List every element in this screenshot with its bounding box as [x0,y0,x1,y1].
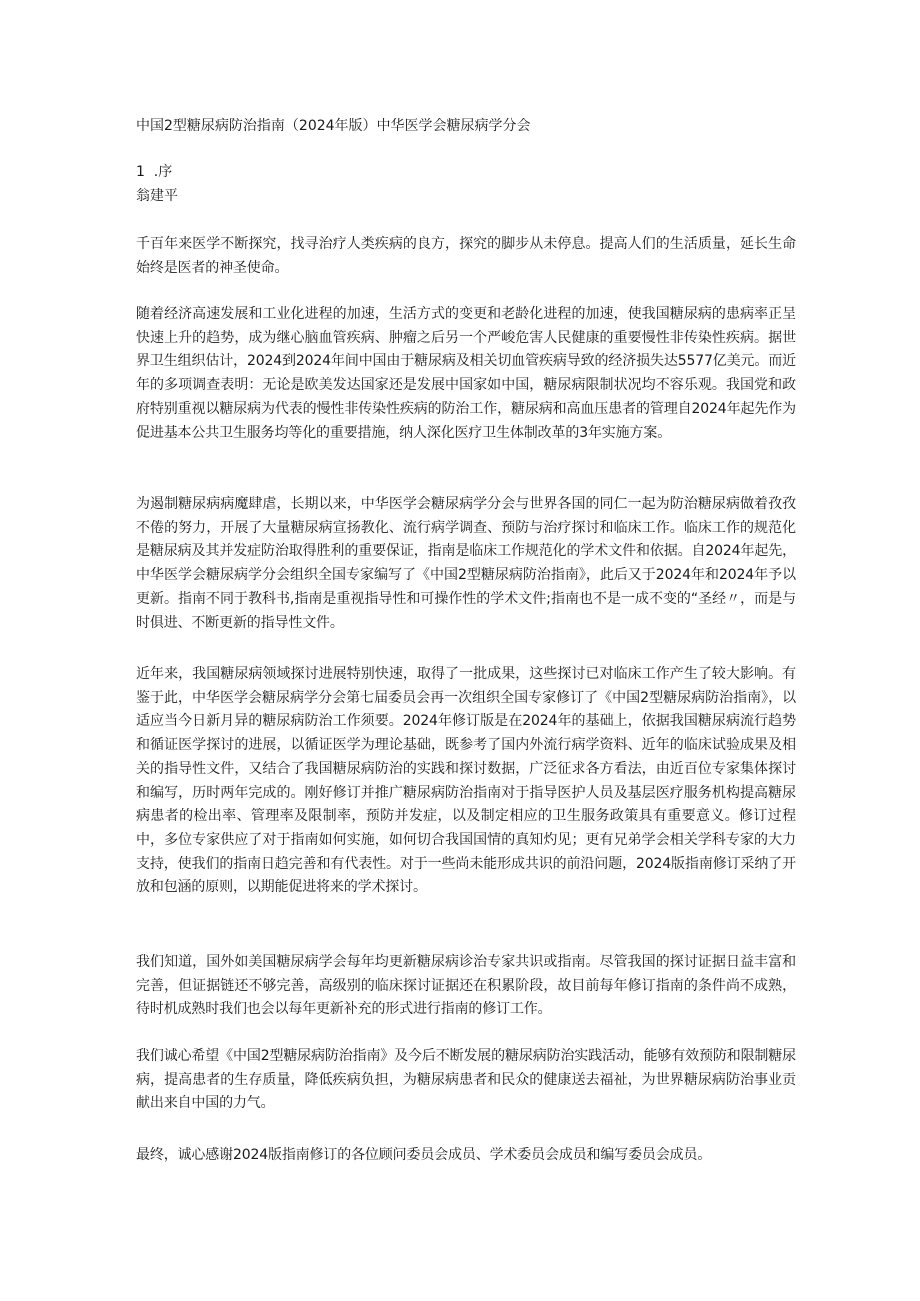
paragraph-4: 近年来，我国糖尿病领域探讨进展特别快速，取得了一批成果，这些探讨已对临床工作产生了较大影响。有鉴于此，中华医学会糖尿病学分会第七届委员会再一次组织全国专家修订了《中国2型糖尿病防治指南》，以适应当今日新月异的糖尿病防治工作须要。2024年修订版是在2024年的基础上，依据我国糖尿病流行趋势和循证医学探讨的进展，以循证医学为理论基础，既参考了国内外流行病学资料、近年的临床试验成果及相关的指导性文件，又结合了我国糖尿病防治的实践和探讨数据，广泛征求各方看法，由近百位专家集体探讨和编写，历时两年完成的。刚好修订并推广糖尿病防治指南对于指导医护人员及基层医疗服务机构提高糖尿病患者的检出率、管理率及限制率，预防并发症，以及制定相应的卫生服务政策具有重要意义。修订过程中，多位专家供应了对于指南如何实施，如何切合我国国情的真知灼见；更有兄弟学会相关学科专家的大力支持，使我们的指南日趋完善和有代表性。对于一些尚未能形成共识的前沿问题，2024版指南修订采纳了开放和包涵的原则，以期能促进将来的学术探讨。 [136,666,796,896]
section-number: 1 .序 [136,164,173,180]
paragraph-2: 随着经济高速发展和工业化进程的加速，生活方式的变更和老龄化进程的加速，使我国糖尿病的患病率正呈快速上升的趋势，成为继心脑血管疾病、肿瘤之后另一个严峻危害人民健康的重要慢性非传染性疾病。据世界卫生组织估计，2024到2024年间中国由于糖尿病及相关切血管疾病导致的经济损失达5577亿美元。而近年的多项调查表明：无论是欧美发达国家还是发展中国家如中国，糖尿病限制状况均不容乐观。我国党和政府特别重视以糖尿病为代表的慢性非传染性疾病的防治工作，糖尿病和高血压患者的管理自2024年起先作为促进基本公共卫生服务均等化的重要措施，纳人深化医疗卫生体制改革的3年实施方案。 [136,306,796,441]
paragraph-7: 最终，诚心感谢2024版指南修订的各位顾问委员会成员、学术委员会成员和编写委员会成员。 [136,1147,712,1163]
paragraph-3: 为遏制糖尿病病魔肆虐，长期以来，中华医学会糖尿病学分会与世界各国的同仁一起为防治糖尿病做着孜孜不倦的努力，开展了大量糖尿病宣扬教化、流行病学调查、预防与治疗探讨和临床工作。临床工作的规范化是糖尿病及其并发症防治取得胜利的重要保证，指南是临床工作规范化的学术文件和依据。自2024年起先，中华医学会糖尿病学分会组织全国专家编写了《中国2型糖尿病防治指南》，此后又于2024年和2024年予以更新。指南不同于教科书,指南是重视指导性和可操作性的学术文件;指南也不是一成不变的“圣经〃，而是与时俱进、不断更新的指导性文件。 [136,496,796,631]
author-name: 翁建平 [136,188,178,204]
paragraph-6: 我们诚心希望《中国2型糖尿病防治指南》及今后不断发展的糖尿病防治实践活动，能够有效预防和限制糖尿病，提高患者的生存质量，降低疾病负担，为糖尿病患者和民众的健康送去福祉，为世界糖尿病防治事业贡献出来自中国的力气。 [136,1048,796,1112]
paragraph-5: 我们知道，国外如美国糖尿病学会每年均更新糖尿病诊治专家共识或指南。尽管我国的探讨证据日益丰富和完善，但证据链还不够完善，高级别的临床探讨证据还在积累阶段，故目前每年修订指南的条件尚不成熟，待时机成熟时我们也会以每年更新补充的形式进行指南的修订工作。 [136,954,796,1018]
document-title: 中国2型糖尿病防治指南（2024年版）中华医学会糖尿病学分会 [136,118,531,134]
paragraph-1: 千百年来医学不断探究，找寻治疗人类疾病的良方，探究的脚步从未停息。提高人们的生活质量，延长生命始终是医者的神圣使命。 [136,236,796,276]
